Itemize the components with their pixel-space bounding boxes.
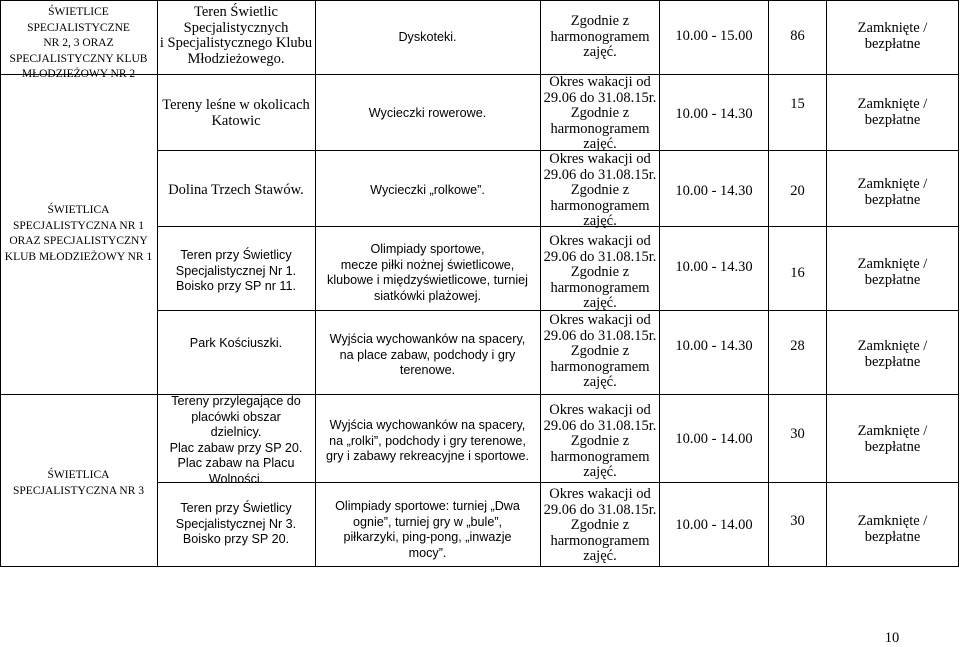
- count-cell-5: 28: [790, 338, 805, 354]
- count-cell-3: 20: [790, 183, 805, 199]
- hours-cell-7: 10.00 - 14.00: [675, 517, 753, 533]
- page-number: 10: [884, 630, 900, 646]
- unit-cell-1: ŚWIETLICE SPECJALISTYCZNE NR 2, 3 ORAZ SPECJALISTYCZNY KLUB MŁODZIEŻOWY NR 2: [9, 6, 148, 81]
- activity-cell-4: Olimpiady sportowe, mecze piłki nożnej świetlicowe, klubowe i międzyświetlicowe, turniej siatkówki plażowej.: [327, 242, 528, 303]
- term-cell-6: Okres wakacji od 29.06 do 31.08.15r. Zgodnie z harmonogramem zajęć.: [543, 402, 657, 481]
- place-cell-1: Teren Świetlic Specjalistycznych i Specjalistycznego Klubu Młodzieżowego.: [159, 4, 313, 67]
- place-cell-7: Teren przy Świetlicy Specjalistycznej Nr 3. Boisko przy SP 20.: [175, 501, 297, 547]
- place-cell-3: Dolina Trzech Stawów.: [168, 182, 304, 198]
- hours-cell-4: 10.00 - 14.30: [675, 259, 753, 275]
- term-cell-1: Zgodnie z harmonogramem zajęć.: [550, 13, 650, 61]
- access-cell-5: Zamknięte / bezpłatne: [857, 338, 928, 370]
- place-cell-2: Tereny leśne w okolicach Katowic: [162, 97, 310, 129]
- unit-cell-3: ŚWIETLICA SPECJALISTYCZNA NR 3: [13, 469, 144, 497]
- hours-cell-1: 10.00 - 15.00: [675, 28, 753, 44]
- activity-cell-1: Dyskoteki.: [398, 30, 457, 44]
- activity-cell-2: Wycieczki rowerowe.: [368, 106, 487, 120]
- hours-cell-2: 10.00 - 14.30: [675, 106, 753, 122]
- activity-cell-6: Wyjścia wychowanków na spacery, na „rolki”, podchody i gry terenowe, gry i zabawy rekreacyjne i sportowe.: [326, 418, 529, 464]
- count-cell-1: 86: [790, 28, 805, 44]
- access-cell-1: Zamknięte / bezpłatne: [857, 20, 928, 52]
- place-cell-4: Teren przy Świetlicy Specjalistycznej Nr 1. Boisko przy SP nr 11.: [175, 248, 297, 294]
- access-cell-6: Zamknięte / bezpłatne: [857, 423, 928, 455]
- term-cell-5: Okres wakacji od 29.06 do 31.08.15r. Zgodnie z harmonogramem zajęć.: [543, 312, 657, 391]
- count-cell-7: 30: [790, 513, 805, 529]
- term-cell-3: Okres wakacji od 29.06 do 31.08.15r. Zgodnie z harmonogramem zajęć.: [543, 151, 657, 230]
- access-cell-7: Zamknięte / bezpłatne: [857, 513, 928, 545]
- hours-cell-6: 10.00 - 14.00: [675, 431, 753, 447]
- place-cell-5: Park Kościuszki.: [189, 336, 283, 350]
- access-cell-3: Zamknięte / bezpłatne: [857, 176, 928, 208]
- place-cell-6: Tereny przylegające do placówki obszar dzielnicy. Plac zabaw przy SP 20. Plac zabaw na Placu Wolności.: [169, 394, 303, 486]
- term-cell-4: Okres wakacji od 29.06 do 31.08.15r. Zgodnie z harmonogramem zajęć.: [543, 233, 657, 312]
- access-cell-2: Zamknięte / bezpłatne: [857, 96, 928, 128]
- count-cell-4: 16: [790, 265, 805, 281]
- hours-cell-5: 10.00 - 14.30: [675, 338, 753, 354]
- activity-cell-7: Olimpiady sportowe: turniej „Dwa ognie”, turniej gry w „bule”, piłkarzyki, ping-pong, „inwazje mocy”.: [335, 499, 520, 560]
- hours-cell-3: 10.00 - 14.30: [675, 183, 753, 199]
- count-cell-2: 15: [790, 96, 805, 112]
- access-cell-4: Zamknięte / bezpłatne: [857, 256, 928, 288]
- count-cell-6: 30: [790, 426, 805, 442]
- activity-cell-3: Wycieczki „rolkowe”.: [370, 183, 485, 197]
- unit-cell-2: ŚWIETLICA SPECJALISTYCZNA NR 1 ORAZ SPECJALISTYCZNY KLUB MŁODZIEŻOWY NR 1: [4, 204, 153, 263]
- term-cell-2: Okres wakacji od 29.06 do 31.08.15r. Zgodnie z harmonogramem zajęć.: [543, 74, 657, 153]
- activity-cell-5: Wyjścia wychowanków na spacery, na place zabaw, podchody i gry terenowe.: [329, 332, 526, 378]
- term-cell-7: Okres wakacji od 29.06 do 31.08.15r. Zgodnie z harmonogramem zajęć.: [543, 486, 657, 565]
